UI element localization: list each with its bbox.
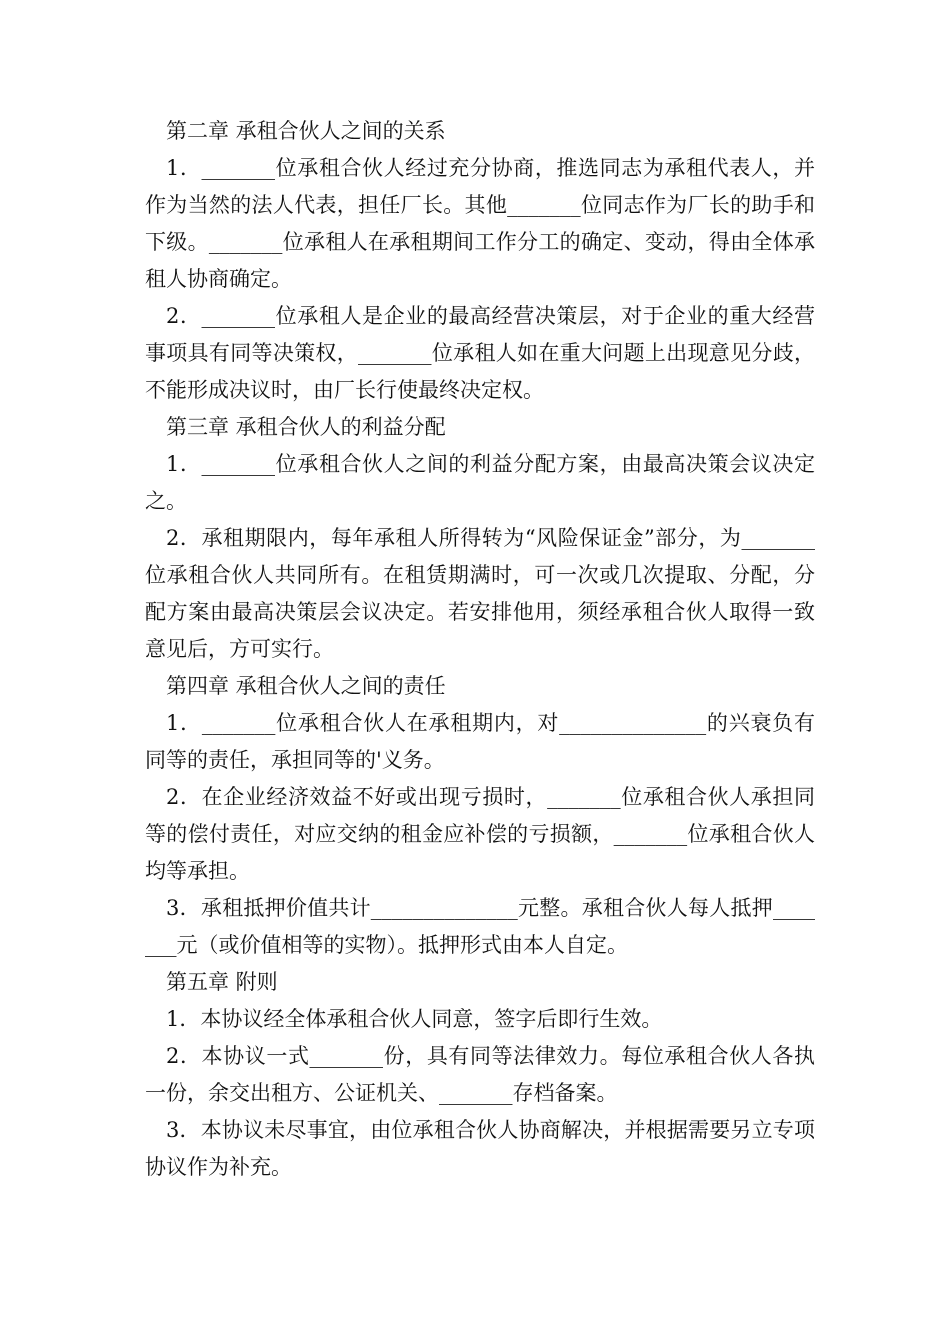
clause-paragraph: 2．_______位承租人是企业的最高经营决策层，对于企业的重大经营事项具有同等决策权，_______位承租人如在重大问题上出现意见分歧，不能形成决议时，由厂长行使最终决定权。 — [145, 304, 815, 402]
document-body — [145, 113, 815, 1186]
chapter-heading: 第二章 承租合伙人之间的关系 — [166, 119, 446, 143]
clause-paragraph: 2．本协议一式_______份，具有同等法律效力。每位承租合伙人各执一份，余交出租方、公证机关、_______存档备案。 — [145, 1044, 815, 1105]
clause-paragraph: 1．_______位承租合伙人之间的利益分配方案，由最高决策会议决定之。 — [145, 452, 815, 513]
chapter-heading: 第三章 承租合伙人的利益分配 — [166, 415, 446, 439]
chapter-heading: 第五章 附则 — [166, 970, 278, 994]
clause-paragraph: 3．本协议未尽事宜，由位承租合伙人协商解决，并根据需要另立专项协议作为补充。 — [145, 1118, 815, 1179]
clause-paragraph: 1．本协议经全体承租合伙人同意，签字后即行生效。 — [166, 1007, 663, 1031]
clause-paragraph: 2．承租期限内，每年承租人所得转为“风险保证金”部分，为_______位承租合伙人共同所有。在租赁期满时，可一次或几次提取、分配，分配方案由最高决策层会议决定。若安排他用，须经承租合伙人取得一致意见后，方可实行。 — [145, 526, 815, 661]
clause-paragraph: 2．在企业经济效益不好或出现亏损时，_______位承租合伙人承担同等的偿付责任，对应交纳的租金应补偿的亏损额，_______位承租合伙人均等承担。 — [145, 785, 815, 883]
clause-paragraph: 1．_______位承租合伙人在承租期内，对______________的兴衰负有同等的责任，承担同等的'义务。 — [145, 711, 815, 772]
clause-paragraph: 1．_______位承租合伙人经过充分协商，推选同志为承租代表人，并作为当然的法人代表，担任厂长。其他_______位同志作为厂长的助手和下级。_______位承租人在承租期间工作分工的确定、变动，得由全体承租人协商确定。 — [145, 156, 815, 291]
chapter-heading: 第四章 承租合伙人之间的责任 — [166, 674, 446, 698]
clause-paragraph: 3．承租抵押价值共计______________元整。承租合伙人每人抵押_______元（或价值相等的实物）。抵押形式由本人自定。 — [145, 896, 815, 957]
